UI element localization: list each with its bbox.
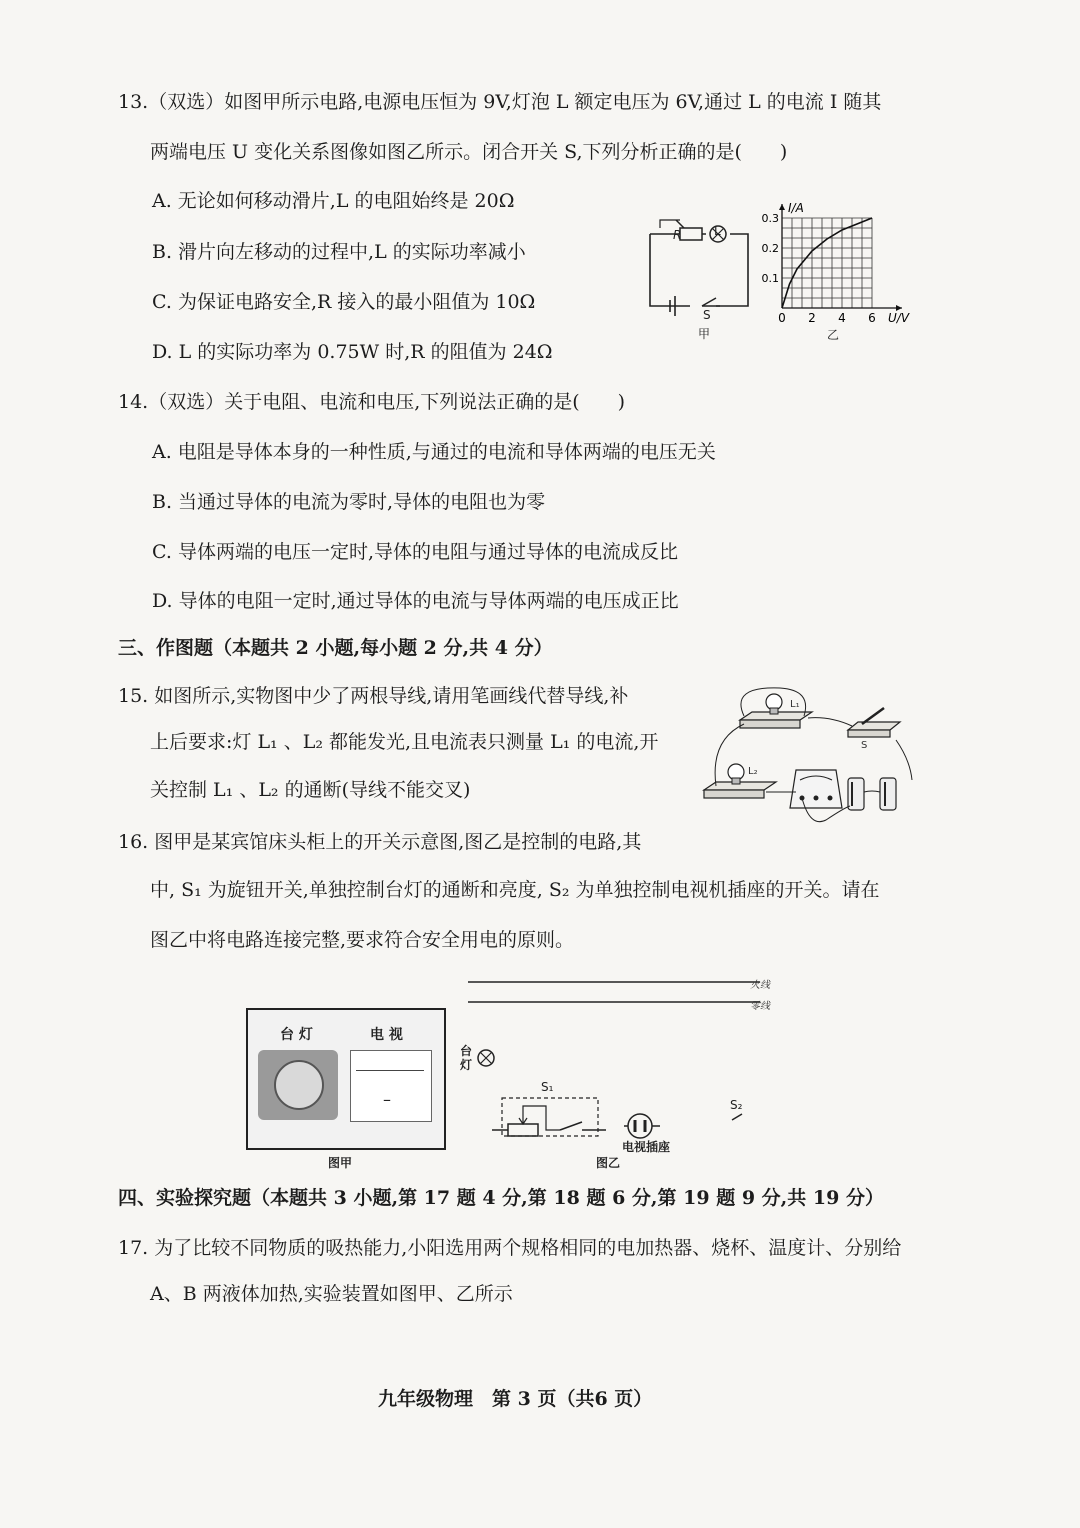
chart-x-tick-label: 6 <box>868 311 876 325</box>
fig-yi-lamp-label: 台灯 <box>460 1044 473 1072</box>
tv-switch-line <box>356 1070 424 1071</box>
q13-option-d: D. L 的实际功率为 0.75W 时,R 的阻值为 24Ω <box>152 341 553 363</box>
circuit-s-label: S <box>703 308 711 322</box>
zero-line-label: 零线 <box>750 1001 770 1012</box>
chart-x-tick-label: 4 <box>838 311 846 325</box>
q13-circuit-diagram <box>640 218 760 328</box>
chart-series-line <box>782 218 872 308</box>
circuit-l-label: L <box>714 224 721 238</box>
s2-label: S₂ <box>730 1098 743 1112</box>
chart-y-tick-label: 0.3 <box>761 212 779 225</box>
chart-x-tick-label: 0 <box>778 311 786 325</box>
section-3-heading: 三、作图题（本题共 2 小题,每小题 2 分,共 4 分） <box>118 637 553 659</box>
chart-x-tick-label: 2 <box>808 311 816 325</box>
section-4-heading: 四、实验探究题（本题共 3 小题,第 17 题 4 分,第 18 题 6 分,第 19 题 9 分,共 19 分） <box>118 1187 884 1209</box>
chart-y-tick-label: 0.1 <box>761 272 779 285</box>
q14-option-b: B. 当通过导体的电流为零时,导体的电阻也为零 <box>152 491 546 513</box>
chart-x-axis-label: U/V <box>888 311 910 325</box>
fire-line-label: 火线 <box>750 980 770 991</box>
q14-option-c: C. 导体两端的电压一定时,导体的电阻与通过导体的电流成反比 <box>152 541 678 563</box>
tv-socket-label: 电视插座 <box>622 1140 671 1154</box>
fig-yi-caption: 图乙 <box>596 1156 621 1170</box>
q13-option-b: B. 滑片向左移动的过程中,L 的实际功率减小 <box>152 241 526 263</box>
q16-line2: 中, S₁ 为旋钮开关,单独控制台灯的通断和亮度, S₂ 为单独控制电视机插座的开关。请在 <box>150 879 880 901</box>
panel-tv-label: 电 视 <box>370 1027 403 1043</box>
q13-option-c: C. 为保证电路安全,R 接入的最小阻值为 10Ω <box>152 291 536 313</box>
circuit-caption: 甲 <box>698 327 711 341</box>
page-footer: 九年级物理 第 3 页（共6 页） <box>378 1388 653 1410</box>
q14-option-d: D. 导体的电阻一定时,通过导体的电流与导体两端的电压成正比 <box>152 590 679 612</box>
q16-circuit <box>460 970 780 1170</box>
tv-switch <box>350 1050 432 1122</box>
circuit-r-label: R <box>673 228 682 242</box>
tv-switch-minus: – <box>383 1090 391 1109</box>
q17-line2: A、B 两液体加热,实验装置如图甲、乙所示 <box>150 1283 513 1305</box>
q13-line1: 13.（双选）如图甲所示电路,电源电压恒为 9V,灯泡 L 额定电压为 6V,通过 L 的电流 I 随其 <box>118 91 882 113</box>
q15-physical-circuit <box>700 680 920 830</box>
q15-l1-label: L₁ <box>790 699 800 710</box>
q17-line1: 17. 为了比较不同物质的吸热能力,小阳选用两个规格相同的电加热器、烧杯、温度计、分别给 <box>118 1237 902 1259</box>
q14-option-a: A. 电阻是导体本身的一种性质,与通过的电流和导体两端的电压无关 <box>152 441 716 463</box>
panel-lamp-label: 台 灯 <box>280 1027 313 1043</box>
chart-y-axis-label: I/A <box>788 201 804 215</box>
chart-caption: 乙 <box>827 328 840 342</box>
q15-s-label: S <box>861 740 868 751</box>
q15-line1: 15. 如图所示,实物图中少了两根导线,请用笔画线代替导线,补 <box>118 685 629 707</box>
chart-y-tick-label: 0.2 <box>761 242 779 255</box>
fig-jia-caption: 图甲 <box>328 1156 353 1170</box>
q15-line2: 上后要求:灯 L₁ 、L₂ 都能发光,且电流表只测量 L₁ 的电流,开 <box>150 731 659 753</box>
s1-label: S₁ <box>541 1080 554 1094</box>
q14-line1: 14.（双选）关于电阻、电流和电压,下列说法正确的是( ) <box>118 391 626 413</box>
q15-line3: 关控制 L₁ 、L₂ 的通断(导线不能交叉) <box>150 779 471 801</box>
q16-line1: 16. 图甲是某宾馆床头柜上的开关示意图,图乙是控制的电路,其 <box>118 831 642 853</box>
q16-line3: 图乙中将电路连接完整,要求符合安全用电的原则。 <box>150 929 575 951</box>
iu-chart <box>761 196 912 328</box>
q13-line2: 两端电压 U 变化关系图像如图乙所示。闭合开关 S,下列分析正确的是( ) <box>150 141 788 163</box>
lamp-knob-dial <box>274 1060 324 1110</box>
q15-l2-label: L₂ <box>748 766 758 777</box>
q13-option-a: A. 无论如何移动滑片,L 的电阻始终是 20Ω <box>152 190 515 212</box>
chart-y-arrow <box>779 204 785 210</box>
